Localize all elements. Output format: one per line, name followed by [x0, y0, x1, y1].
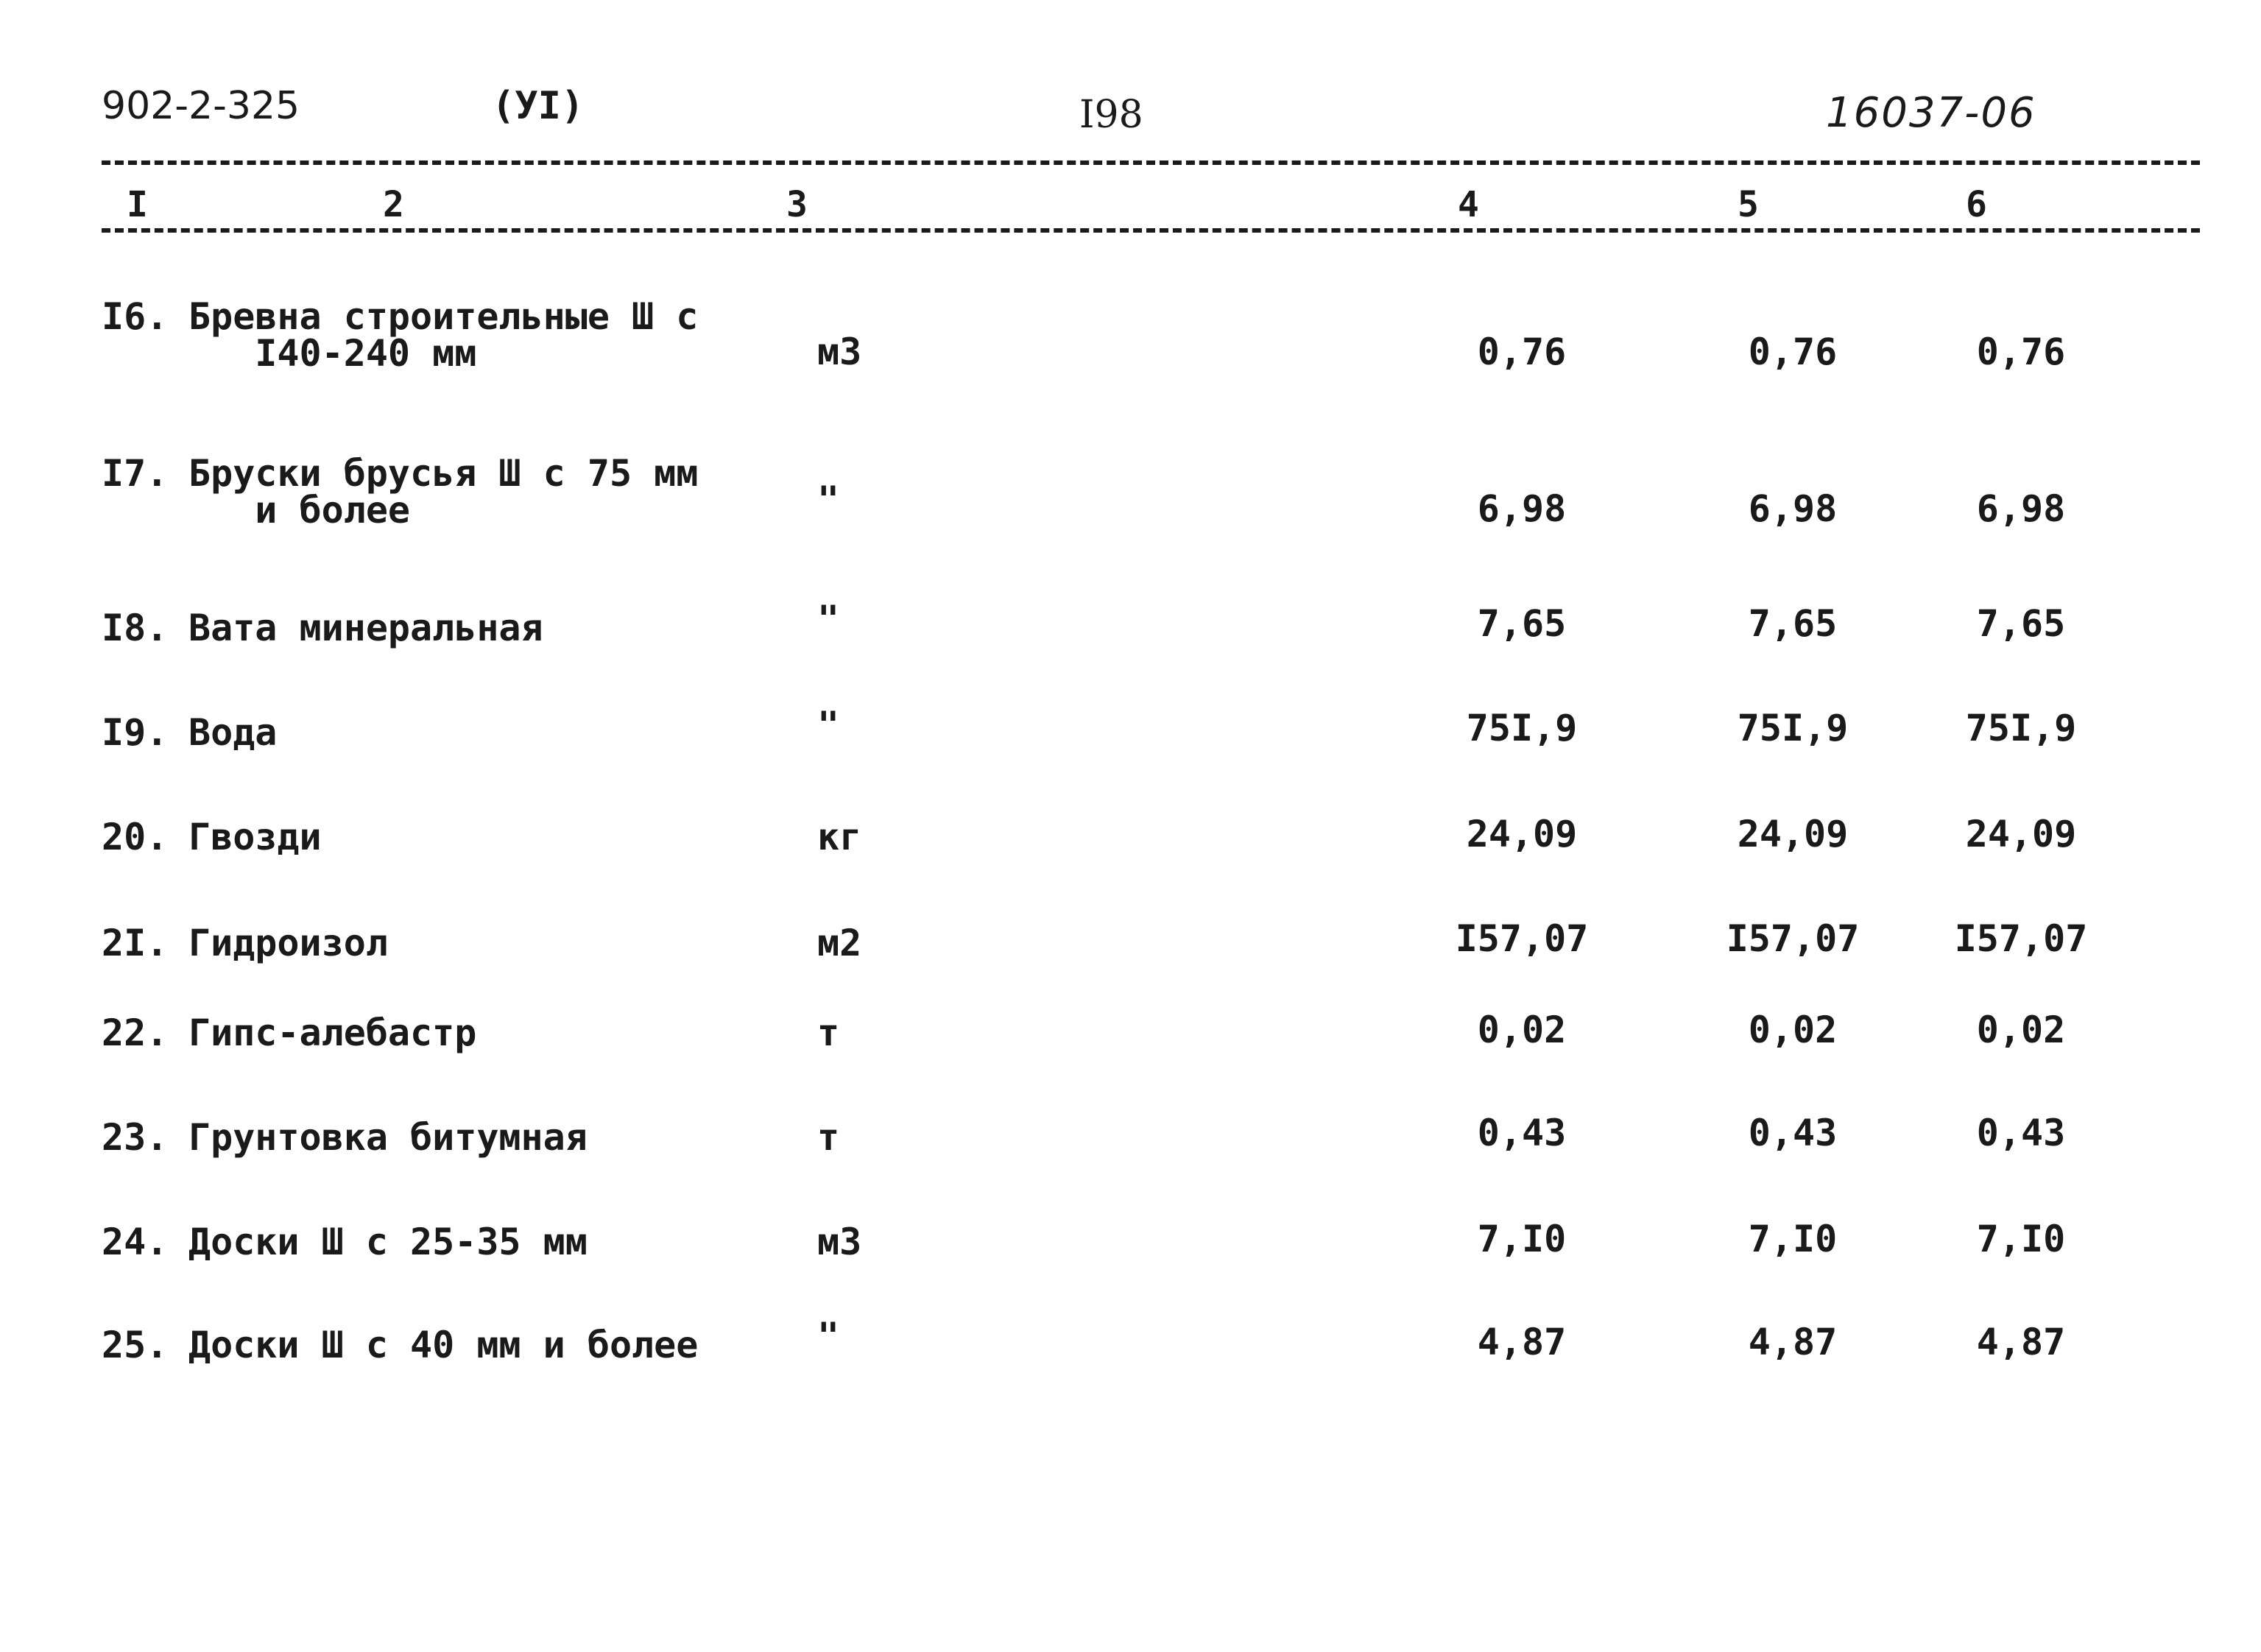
value-column-6: 75I,9 — [1965, 707, 2077, 749]
value-column-4: 75I,9 — [1466, 707, 1578, 749]
row-number: 2I. — [102, 922, 169, 964]
value-column-6: 0,02 — [1976, 1009, 2066, 1051]
material-name: Гвозди — [188, 816, 322, 858]
value-column-4: 7,I0 — [1477, 1218, 1567, 1260]
material-name: Бревна строительные Ш с I40-240 мм — [188, 295, 699, 375]
header-divider — [102, 160, 2200, 165]
value-column-5: 0,02 — [1748, 1009, 1838, 1051]
row-number: I7. — [102, 452, 169, 495]
value-column-5: 6,98 — [1748, 487, 1838, 530]
unit-of-measure: " — [817, 1315, 840, 1358]
document-code: 902-2-325 — [102, 84, 300, 128]
value-column-6: 7,65 — [1976, 602, 2066, 645]
column-number-1: I — [127, 184, 148, 225]
column-number-5: 5 — [1738, 184, 1759, 225]
value-column-5: 7,65 — [1748, 602, 1838, 645]
unit-of-measure: т — [817, 1116, 840, 1159]
value-column-5: 0,76 — [1748, 331, 1838, 373]
value-column-4: 4,87 — [1477, 1321, 1567, 1363]
value-column-6: 7,I0 — [1976, 1218, 2066, 1260]
section-label: (УI) — [492, 84, 585, 128]
material-name: Вата минеральная — [188, 607, 543, 649]
row-number: I8. — [102, 607, 169, 649]
unit-of-measure: т — [817, 1012, 840, 1054]
material-name: Бруски брусья Ш с 75 мм и более — [188, 452, 699, 532]
unit-of-measure: м3 — [817, 1221, 862, 1263]
row-number: 24. — [102, 1221, 169, 1263]
value-column-5: I57,07 — [1726, 917, 1860, 960]
value-column-5: 0,43 — [1748, 1112, 1838, 1154]
unit-of-measure: м3 — [817, 331, 862, 373]
document-number: 16037-06 — [1826, 89, 2036, 137]
row-number: I6. — [102, 295, 169, 338]
material-name: Гидроизол — [188, 922, 388, 964]
unit-of-measure: кг — [817, 816, 862, 858]
value-column-4: I57,07 — [1455, 917, 1589, 960]
value-column-5: 24,09 — [1737, 813, 1849, 855]
column-number-2: 2 — [383, 184, 404, 225]
value-column-6: 0,43 — [1976, 1112, 2066, 1154]
page-number: I98 — [1079, 93, 1143, 137]
value-column-4: 6,98 — [1477, 487, 1567, 530]
value-column-4: 7,65 — [1477, 602, 1567, 645]
material-name: Доски Ш с 40 мм и более — [188, 1324, 699, 1366]
column-number-6: 6 — [1966, 184, 1987, 225]
value-column-6: I57,07 — [1954, 917, 2088, 960]
unit-of-measure: м2 — [817, 922, 862, 964]
row-number: I9. — [102, 711, 169, 754]
value-column-5: 4,87 — [1748, 1321, 1838, 1363]
column-header-divider — [102, 228, 2200, 233]
column-number-3: 3 — [786, 184, 808, 225]
material-name: Гипс-алебастр — [188, 1012, 477, 1054]
row-number: 22. — [102, 1012, 169, 1054]
value-column-4: 24,09 — [1466, 813, 1578, 855]
value-column-6: 24,09 — [1965, 813, 2077, 855]
unit-of-measure: " — [817, 704, 840, 746]
row-number: 23. — [102, 1116, 169, 1159]
material-name: Доски Ш с 25-35 мм — [188, 1221, 588, 1263]
row-number: 25. — [102, 1324, 169, 1366]
value-column-5: 75I,9 — [1737, 707, 1849, 749]
material-name: Вода — [188, 711, 278, 754]
value-column-4: 0,02 — [1477, 1009, 1567, 1051]
value-column-6: 0,76 — [1976, 331, 2066, 373]
unit-of-measure: " — [817, 479, 840, 521]
unit-of-measure: " — [817, 598, 840, 640]
value-column-4: 0,76 — [1477, 331, 1567, 373]
material-name: Грунтовка битумная — [188, 1116, 588, 1159]
column-number-4: 4 — [1458, 184, 1479, 225]
row-number: 20. — [102, 816, 169, 858]
value-column-6: 4,87 — [1976, 1321, 2066, 1363]
value-column-4: 0,43 — [1477, 1112, 1567, 1154]
value-column-5: 7,I0 — [1748, 1218, 1838, 1260]
value-column-6: 6,98 — [1976, 487, 2066, 530]
